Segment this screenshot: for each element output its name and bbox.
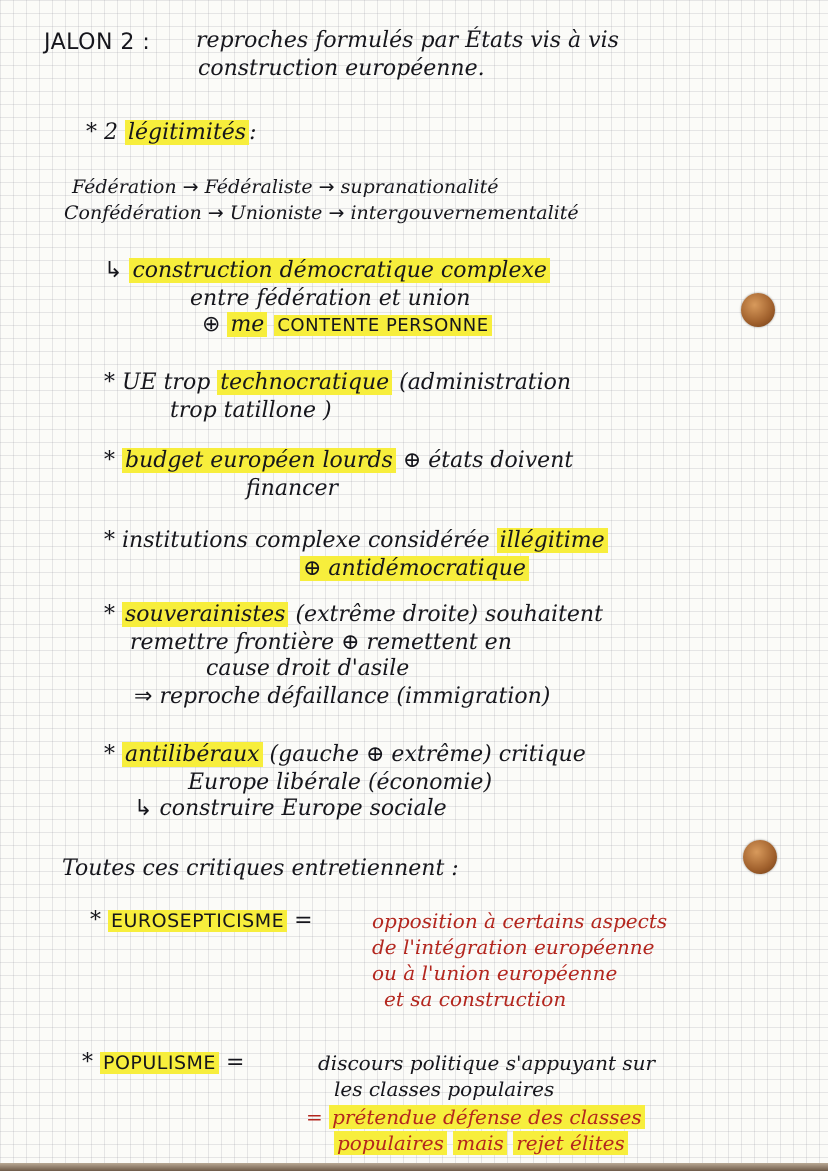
title-label: JALON 2 : [44, 30, 151, 55]
populisme-def-2: les classes populaires [334, 1077, 555, 1101]
bullet: * [104, 742, 115, 767]
antiliberaux-line-1 [104, 742, 586, 768]
budget-line-1 [104, 448, 573, 474]
democratic-me: me [227, 312, 267, 337]
populisme-eq-2: = [306, 1105, 323, 1129]
populisme-def-3 [306, 1104, 645, 1130]
antiliberaux-construire: construire Europe sociale [159, 796, 447, 821]
ue-technocratique: technocratique [217, 370, 392, 395]
bullet: * [104, 602, 115, 627]
populisme-def-4 [334, 1130, 628, 1156]
euroscepticisme-def-4: et sa construction [384, 987, 567, 1011]
institutions-line-1 [104, 528, 608, 554]
scheme-row-2 [64, 200, 579, 226]
democratic-highlight: construction démocratique complexe [129, 258, 549, 283]
euroscepticisme-line-1 [90, 908, 313, 934]
binder-hole-bottom [743, 840, 777, 874]
binder-hole-top [741, 293, 775, 327]
populisme-populaires: populaires [334, 1131, 447, 1155]
populisme-def-1: discours politique s'appuyant sur [318, 1051, 656, 1075]
souverainistes-reproche: reproche défaillance (immigration) [159, 684, 551, 709]
ue-line-2: trop tatillone ) [170, 398, 332, 423]
toutes-critiques: Toutes ces critiques entretiennent : [62, 856, 459, 881]
budget-highlight: budget européen lourds [122, 448, 396, 473]
double-arrow-icon: ⇒ [134, 684, 153, 709]
ue-prefix: UE trop [122, 370, 211, 395]
bullet: * [104, 448, 115, 473]
antiliberaux-term: antilibéraux [122, 742, 263, 767]
page-bottom-edge [0, 1163, 828, 1171]
euroscepticisme-term: EUROSEPTICISME [108, 910, 287, 932]
legitimites-term: légitimités [125, 120, 249, 145]
corner-arrow-icon: ↳ [104, 258, 123, 283]
souverainistes-line-3: cause droit d'asile [206, 656, 410, 681]
antiliberaux-line-2: Europe libérale (économie) [188, 770, 493, 795]
scheme-intergouvernementalite: intergouvernementalité [350, 202, 579, 224]
antiliberaux-line-3 [134, 796, 447, 822]
populisme-eq: = [225, 1050, 245, 1075]
institutions-illegitime: illégitime [497, 528, 608, 553]
bullet: * [82, 1050, 93, 1075]
scheme-federaliste: Fédéraliste [204, 176, 313, 198]
bullet: * [90, 908, 101, 933]
budget-line-2: financer [246, 476, 338, 501]
democratic-line-2: entre fédération et union [190, 286, 471, 311]
budget-suffix: ⊕ états doivent [402, 448, 574, 473]
populisme-line-1 [82, 1050, 244, 1076]
euroscepticisme-def-2: de l'intégration européenne [372, 935, 655, 959]
populisme-term: POPULISME [100, 1052, 219, 1074]
antiliberaux-rest: (gauche ⊕ extrême) critique [269, 742, 586, 767]
euroscepticisme-def-1: opposition à certains aspects [372, 909, 668, 933]
souverainistes-line-1 [104, 602, 603, 628]
populisme-rejet-elites: rejet élites [513, 1131, 628, 1155]
bullet: * [86, 120, 97, 145]
democratic-line-1 [104, 258, 550, 284]
bullet: * [104, 370, 115, 395]
legitimites-heading [86, 120, 257, 146]
bullet: * [104, 528, 115, 553]
scheme-supranationalite: supranationalité [340, 176, 499, 198]
scheme-row-1 [72, 174, 499, 200]
corner-arrow-icon: ↳ [134, 796, 153, 821]
legitimites-colon: : [249, 120, 257, 145]
democratic-caps: CONTENTE PERSONNE [274, 315, 491, 336]
euroscepticisme-eq: = [294, 908, 313, 933]
plus-icon: ⊕ [202, 312, 221, 337]
euroscepticisme-def-3: ou à l'union européenne [372, 961, 618, 985]
arrow-icon: → [182, 176, 199, 198]
ue-suffix: (administration [399, 370, 572, 395]
souverainistes-line-4 [134, 684, 550, 710]
scheme-confederation: Confédération [64, 202, 202, 224]
democratic-line-3 [202, 312, 492, 339]
title-line-1: reproches formulés par États vis à vis [196, 28, 619, 53]
arrow-icon: → [318, 176, 335, 198]
legitimites-number: 2 [104, 120, 118, 145]
institutions-line-2 [300, 556, 529, 582]
title-line-2: construction européenne. [198, 56, 485, 81]
populisme-mais: mais [453, 1131, 507, 1155]
souverainistes-rest: (extrême droite) souhaitent [295, 602, 603, 627]
populisme-defense: prétendue défense des classes [329, 1105, 644, 1129]
scheme-unioniste: Unioniste [229, 202, 323, 224]
arrow-icon: → [207, 202, 224, 224]
ue-line-1 [104, 370, 571, 396]
scheme-federation: Fédération [72, 176, 177, 198]
institutions-prefix: institutions complexe considérée [122, 528, 490, 553]
institutions-antidemocratique: ⊕ antidémocratique [300, 556, 529, 581]
souverainistes-line-2: remettre frontière ⊕ remettent en [130, 630, 512, 655]
arrow-icon: → [328, 202, 345, 224]
souverainistes-term: souverainistes [122, 602, 288, 627]
